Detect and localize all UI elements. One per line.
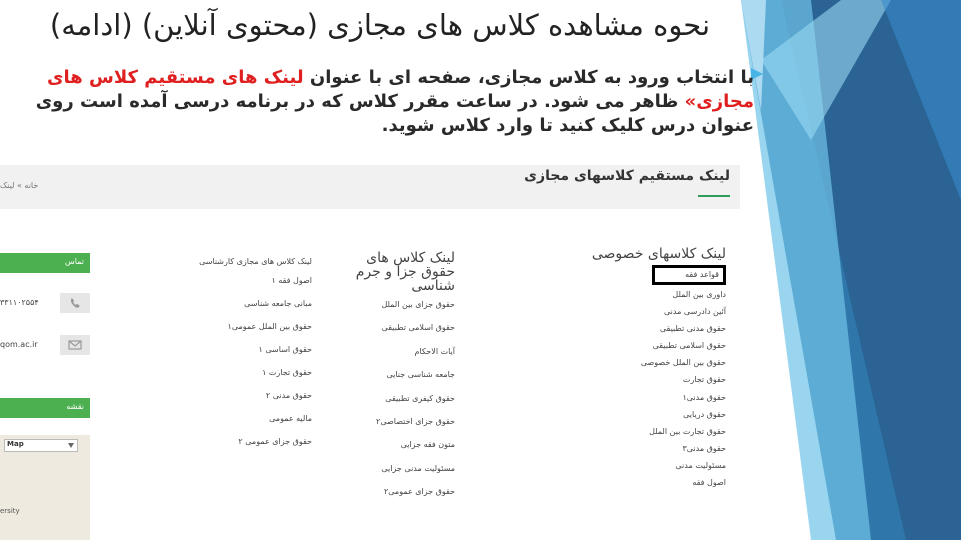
class-link[interactable]: مالیه عمومی: [269, 414, 312, 423]
class-link-highlighted[interactable]: قواعد فقه: [652, 265, 726, 285]
map-title: نقشه: [66, 402, 84, 411]
class-link[interactable]: جامعه شناسی جنایی: [386, 370, 455, 380]
class-link[interactable]: اصول فقه ۱: [271, 276, 312, 285]
chevron-down-icon: [68, 443, 74, 448]
class-link[interactable]: حقوق بین الملل خصوصی: [640, 358, 726, 368]
class-link[interactable]: حقوق مدنی۱: [682, 392, 726, 402]
embedded-screenshot: [0, 165, 740, 540]
map-panel-header: [0, 398, 90, 418]
column-criminal-law-classes: [335, 251, 455, 504]
class-link[interactable]: آیات الاحکام: [414, 346, 455, 356]
phone-number: ۳۳۱۱۰۲۵۵۴: [0, 298, 39, 307]
column-bachelor-classes: [162, 255, 312, 453]
class-link[interactable]: حقوق کیفری تطبیقی: [385, 393, 455, 403]
page-title: لینک مستقیم کلاسهای مجازی: [524, 168, 730, 184]
contact-panel-header: [0, 253, 90, 273]
class-link[interactable]: حقوق مدنی تطبیقی: [659, 324, 726, 334]
column-heading: لینک کلاس های مجازی کارشناسی: [199, 257, 312, 266]
class-link[interactable]: حقوق مدنی۳: [682, 443, 726, 453]
class-link[interactable]: حقوق مدنی ۲: [265, 391, 312, 400]
map-select-label: Map: [7, 440, 24, 448]
class-link[interactable]: حقوق دریایی: [683, 409, 726, 419]
class-link[interactable]: حقوق جزای عمومی۲: [383, 487, 455, 497]
mail-icon: [60, 335, 90, 355]
slide-title: نحوه مشاهده کلاس های مجازی (محتوی آنلاین) (ادامه): [49, 8, 711, 42]
column-heading: لینک کلاس های حقوق جزا و جرم شناسی: [355, 250, 455, 294]
contact-title: تماس: [64, 257, 84, 266]
body-text-part2: ظاهر می شود. در ساعت مقرر کلاس که در برنامه درسی آمده است روی عنوان درس کلیک کنید تا وارد کلاس شوید.: [35, 91, 754, 136]
breadcrumb[interactable]: خانه » لینک: [0, 181, 39, 190]
class-link[interactable]: آئین دادرسی مدنی: [664, 307, 726, 317]
class-link[interactable]: مبانی جامعه شناسی: [244, 299, 312, 308]
body-text-part1: با انتخاب ورود به کلاس مجازی، صفحه ای با عنوان: [303, 67, 754, 88]
class-link[interactable]: حقوق اسلامی تطبیقی: [652, 341, 726, 351]
class-link[interactable]: حقوق تجارت ۱: [262, 368, 312, 377]
column-private-classes: [566, 247, 726, 491]
class-link[interactable]: مسئولیت مدنی: [675, 460, 726, 470]
class-link[interactable]: متون فقه جزایی: [400, 440, 455, 450]
class-link[interactable]: حقوق اساسی ۱: [258, 345, 312, 354]
class-link[interactable]: حقوق تجارت: [682, 375, 726, 385]
page-header: [0, 165, 740, 209]
class-link[interactable]: حقوق جزای بین الملل: [381, 300, 455, 309]
slide-decoration: [741, 0, 961, 540]
body-highlight-text: لینک های مستقیم کلاس های مجازی»: [47, 67, 754, 112]
class-link[interactable]: داوری بین الملل: [672, 290, 726, 299]
class-link[interactable]: حقوق بین الملل عمومی۱: [227, 322, 312, 331]
map-widget[interactable]: [0, 435, 90, 540]
map-type-select[interactable]: [4, 439, 78, 452]
class-link[interactable]: حقوق تجارت بین الملل: [649, 426, 726, 436]
title-underline: [698, 195, 730, 197]
phone-icon: [60, 293, 90, 313]
class-link[interactable]: اصول فقه: [692, 478, 726, 488]
slide-body-text: [6, 66, 754, 138]
class-link[interactable]: مسئولیت مدنی جزایی: [381, 463, 455, 473]
column-heading: لینک کلاسهای خصوصی: [591, 246, 726, 262]
map-place-label: ersity: [0, 507, 20, 515]
class-link[interactable]: حقوق جزای عمومی ۲: [238, 437, 312, 446]
email-address[interactable]: qom.ac.ir: [0, 340, 38, 349]
class-link[interactable]: حقوق جزای اختصاصی۲: [376, 416, 455, 426]
class-link[interactable]: حقوق اسلامی تطبیقی: [381, 323, 455, 333]
